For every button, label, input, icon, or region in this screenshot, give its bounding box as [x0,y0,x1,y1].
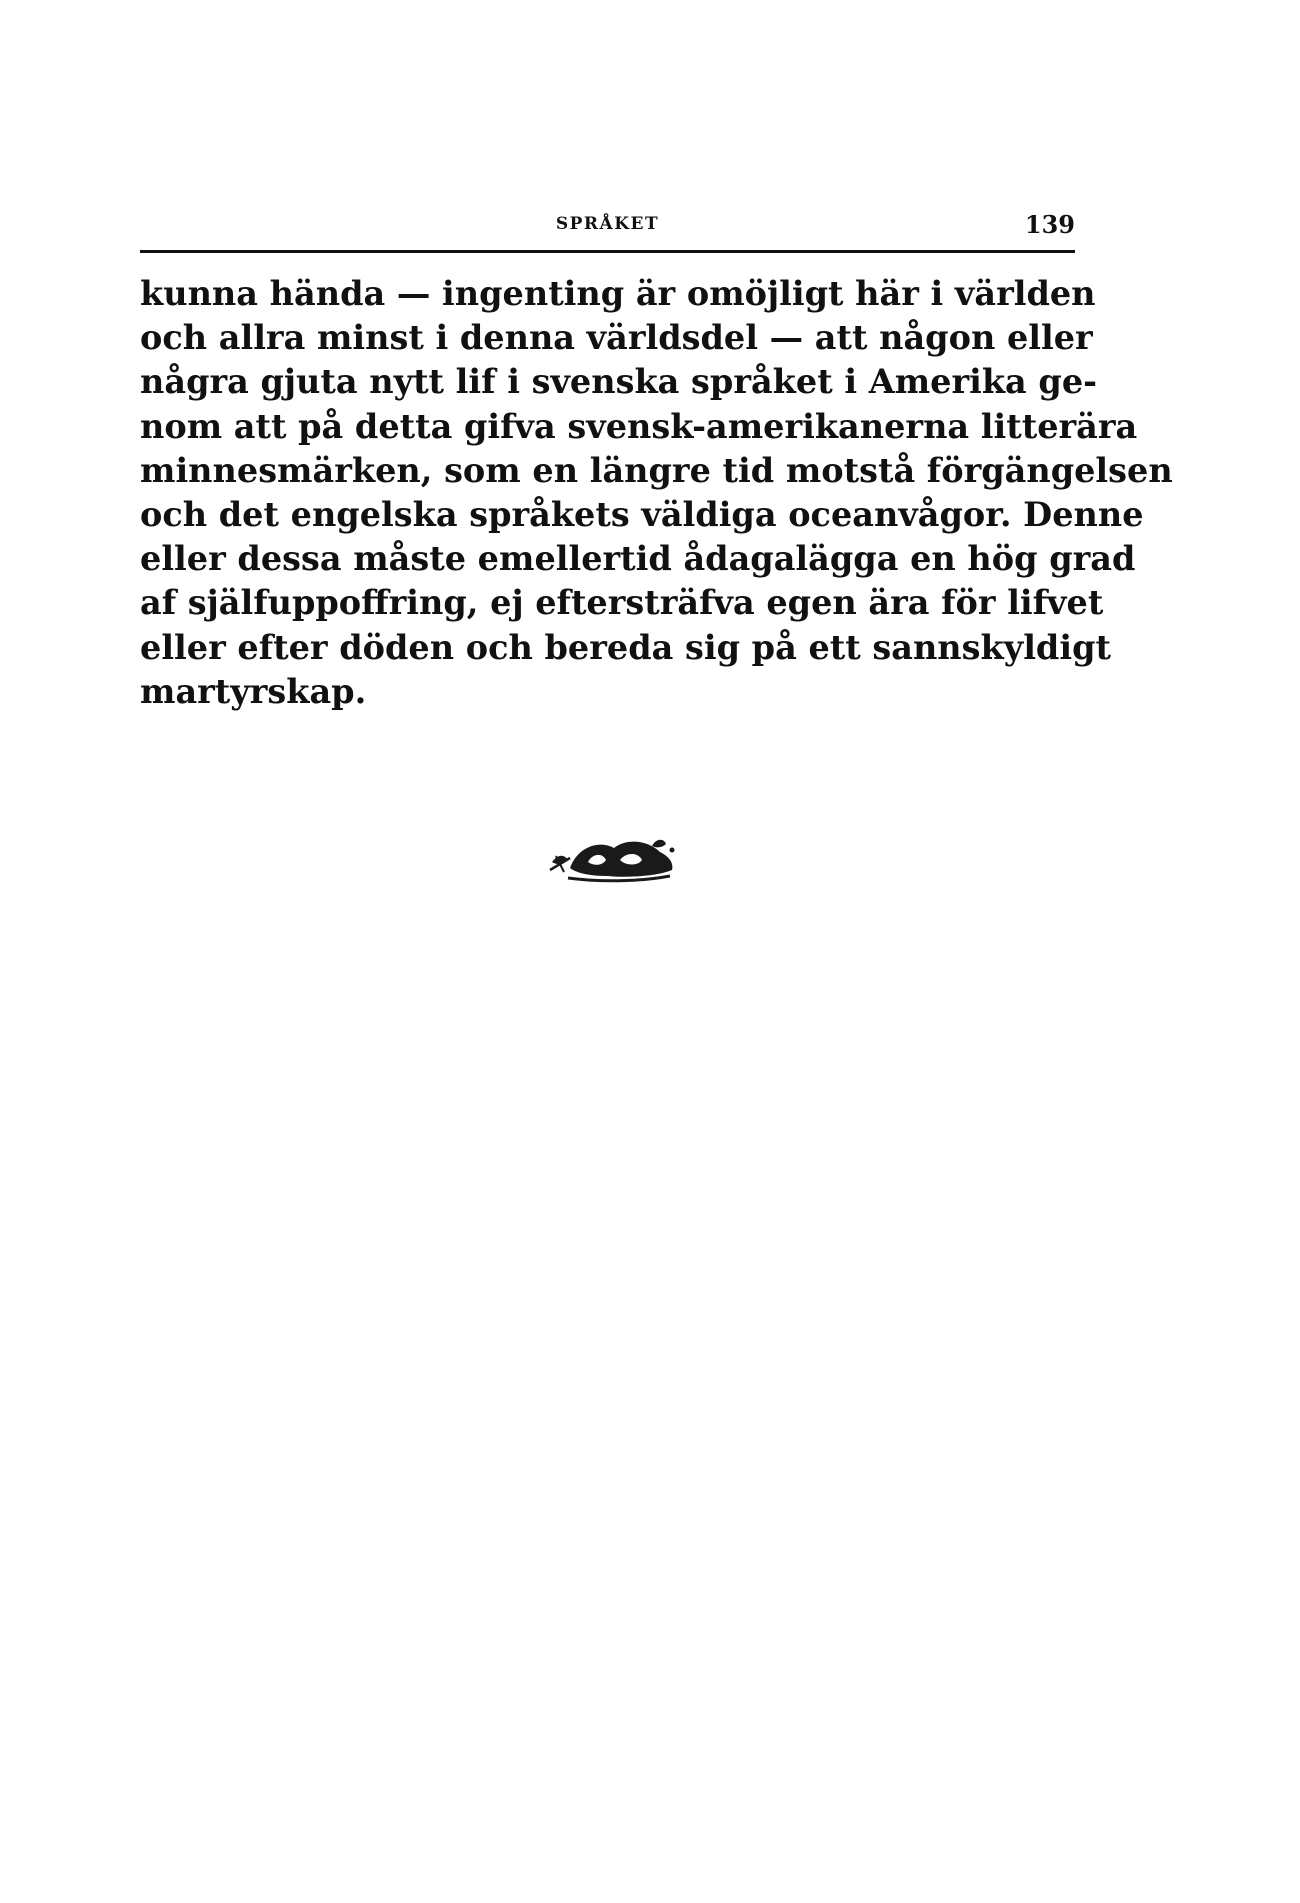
page-number: 139 [1024,210,1075,239]
text-line: nom att på detta gifva svensk-amerikanerna litterära [140,406,1138,446]
text-line: eller efter döden och bereda sig på ett sannskyldigt [140,627,1111,667]
text-line: martyrskap. [140,671,367,711]
running-title: SPRÅKET [555,214,660,234]
text-line: kunna hända — ingenting är omöjligt här i världen [140,274,1096,313]
running-head [140,210,1075,242]
text-line: af själfuppoffring, ej eftersträfva egen ära för lifvet [140,583,1104,623]
header-rule [140,250,1075,253]
text-line: och allra minst i denna världsdel — att någon eller [140,318,1093,358]
tailpiece-ornament-icon [548,832,678,884]
text-line: och det engelska språkets väldiga oceanvågor. Denne [140,495,1144,535]
text-line: minnesmärken, som en längre tid motstå förgängelsen [140,450,1173,490]
body-paragraph [140,272,1173,714]
text-line: några gjuta nytt lif i svenska språket i Amerika ge- [140,362,1098,402]
text-line: eller dessa måste emellertid ådagalägga en hög grad [140,539,1136,579]
